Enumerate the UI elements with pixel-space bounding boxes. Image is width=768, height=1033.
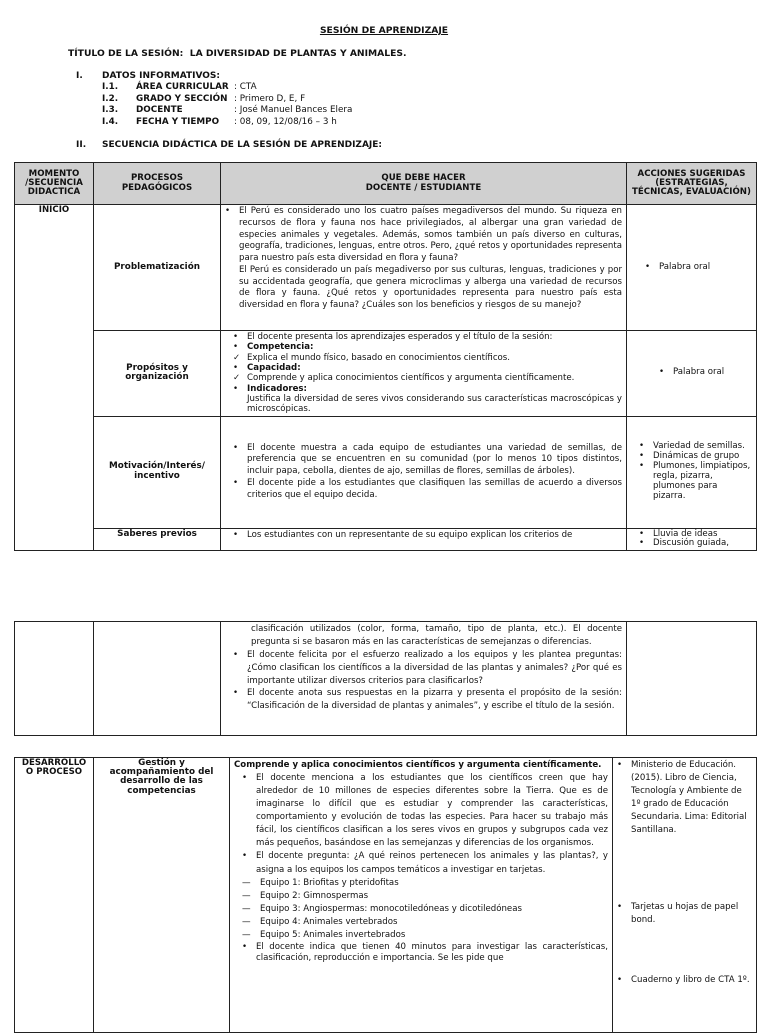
dash-icon: — [242,903,251,914]
bullet-text: Los estudiantes con un representante de su equipo explican los criterios de [247,529,573,540]
action-text: Plumones, limpiatipos, regla, pizarra, plumones para pizarra. [653,461,751,501]
equipo-item [234,929,608,942]
indicadores-text: Justifica la diversidad de seres vivos considerando sus características macroscópicas y microscópicas. [247,393,622,415]
todo-propositos [221,331,627,417]
bullet-icon: • [242,941,248,952]
bullet-item [225,530,622,542]
equipo-text: Equipo 1: Briofitas y pteridofitas [260,877,399,888]
info-code: I.1. [102,82,119,92]
action-item [631,539,752,548]
action-saberes [627,528,757,550]
row-propositos [15,331,757,417]
bullet-text: El Perú es considerado uno los cuatro países megadiversos del mundo. Su riqueza en recursos de flora y fauna nos hace privilegiados, al albergar una gran variedad de especies animales y vegetales. Además, somos también un país diverso en culturas, geografía, tradiciones, lenguas, entre otros. Pero, ¿qué retos y oportunidades representa para nuestro país esta diversidad en flora y fauna? [239,206,622,264]
section-number: I. [76,71,83,81]
bullet-icon: • [659,367,665,378]
info-label: FECHA Y TIEMPO [136,116,220,127]
bullet-icon: • [639,441,645,452]
equipo-item [234,890,608,903]
equipo-text: Equipo 5: Animales invertebrados [260,929,406,940]
action-text: Discusión guiada, [653,537,729,548]
info-value: : 08, 09, 12/08/16 – 3 h [234,116,337,127]
bullet-icon: • [233,362,239,373]
bullet-item [225,649,622,688]
equipo-item [234,916,608,929]
bullet-text: El docente felicita por el esfuerzo realizado a los equipos y les plantea preguntas: ¿Cómo clasifican los científicos a la diversidad de las plantas y animales? ¿Por qué es importante utilizar diversos criterios para clasificarlos? [247,649,622,686]
action-problematizacion [627,205,757,331]
document-title: SESIÓN DE APRENDIZAJE [319,25,449,36]
process-saberes: Saberes previos [94,528,221,550]
action-item [617,974,752,987]
action-empty [627,622,757,736]
check-icon: ✓ [233,352,241,363]
sequence-table-desarrollo [14,757,757,1033]
dash-icon: — [242,929,251,940]
info-value: : José Manuel Bances Elera [234,105,353,115]
moment-empty [15,622,94,736]
info-code: I.3. [102,105,119,115]
table-header-row [15,163,757,205]
todo-saberes-continued [221,622,627,736]
bullet-icon: • [233,688,239,699]
bullet-icon: • [233,529,239,540]
bullet-item [225,687,622,713]
action-text: Ministerio de Educación. (2015). Libro de Ciencia, Tecnología y Ambiente de 1º grado de Educación Secundaria. Lima: Editorial Santillana. [631,760,747,836]
action-desarrollo [613,758,757,1033]
bullet-text: El docente presenta los aprendizajes esperados y el título de la sesión: [247,332,553,342]
bullet-item [225,206,622,265]
bullet-item [234,772,608,850]
check-item [225,373,622,383]
bullet-item [225,394,622,415]
paragraph-text: clasificación utilizados (color, forma, tamaño, tipo de planta, etc.). El docente pregunta si se basaron más en las características de semejanzas o diferencias. [251,624,622,647]
bullet-icon: • [617,760,623,770]
action-text: Palabra oral [673,367,725,378]
bullet-text: El docente pregunta: ¿A qué reinos pertenecen los animales y las plantas?, y asigna a los equipos los campos temáticos a investigar en tarjetas. [256,851,608,875]
action-item [631,367,752,379]
dash-icon: — [242,890,251,901]
header-todo [221,163,627,205]
info-row [102,94,352,106]
action-text: Variedad de semillas. [653,441,745,452]
bullet-item [225,384,622,394]
session-title-label: TÍTULO DE LA SESIÓN: [68,48,184,59]
bullet-item [225,363,622,373]
bullet-text: El docente menciona a los estudiantes que los científicos creen que hay alrededor de 10 millones de especies diferentes sobre la Tierra. Que es de imaginarse lo difícil que es estudiar y comprender las características, comportamiento y evolución de todas las especies. Para hacer su trabajo más fácil, los científicos clasifican a los seres vivos en grupos y subgrupos cada vez más pequeños, basándose en las semejanzas y diferencias de los organismos. [256,773,608,849]
bullet-icon: • [242,773,248,784]
action-item [631,462,752,502]
header-todo-line2: DOCENTE / ESTUDIANTE [365,182,482,193]
datos-informativos [102,82,352,128]
row-desarrollo [15,758,757,1033]
indicadores-label: Indicadores: [247,383,307,394]
info-code: I.2. [102,93,119,104]
section-number: II. [76,140,87,150]
moment-desarrollo: DESARROLLO O PROCESO [15,758,94,1033]
dash-icon: — [242,877,251,888]
row-problematizacion [15,205,757,331]
header-processes: PROCESOS PEDAGÓGICOS [94,163,221,205]
bullet-item [225,443,622,478]
todo-problematizacion [221,205,627,331]
bullet-item [225,478,622,502]
bullet-icon: • [639,461,645,472]
moment-inicio: INICIO [15,205,94,551]
process-propositos: Propósitos y organización [94,331,221,417]
header-todo-line1: QUE DEBE HACER [381,173,466,184]
action-text: Lluvia de ideas [653,528,718,539]
info-value: : CTA [234,82,257,92]
bullet-icon: • [233,649,239,660]
action-text: Cuaderno y libro de CTA 1º. [631,974,750,985]
dash-icon: — [242,916,251,927]
process-gestion: Gestión y acompañamiento del desarrollo de las competencias [94,758,230,1033]
header-actions: ACCIONES SUGERIDAS (ESTRATEGIAS, TÉCNICAS, EVALUACIÓN) [627,163,757,205]
row-saberes [15,528,757,550]
bullet-text: El docente anota sus respuestas en la pizarra y presenta el propósito de la sesión: “Clasificación de la diversidad de plantas y animales”, y escribe el título de la sesión. [247,688,622,712]
info-label: DOCENTE [136,105,183,115]
competencia-text: Explica el mundo físico, basado en conocimientos científicos. [247,352,511,363]
paragraph-text: El Perú es considerado un país megadiverso por sus culturas, lenguas, tradiciones y por su accidentada geografía, que genera microclimas y alberga una variedad de recursos de flora y fauna. ¿Qué retos y oportunidades representa para nuestro país esta diversidad en flora y fauna? ¿Cuáles son los beneficios y riesgos de su manejo? [239,264,622,311]
bullet-item [225,332,622,342]
row-motivacion [15,416,757,528]
equipo-item [234,877,608,890]
bullet-text: El docente muestra a cada equipo de estudiantes una variedad de semillas, de preferencia que se encuentren en su comunidad (por lo menos 10 tipos distintos, incluir papa, cebolla, dientes de ajo, semillas de flores, semillas de árboles). [247,442,622,477]
info-value: : Primero D, E, F [234,93,306,104]
bullet-icon: • [617,974,623,985]
todo-motivacion [221,416,627,528]
action-text: Dinámicas de grupo [653,451,740,462]
action-item [631,262,752,274]
process-problematizacion: Problematización [94,205,221,331]
equipo-text: Equipo 3: Angiospermas: monocotiledóneas y dicotiledóneas [260,903,522,914]
bullet-icon: • [639,528,645,539]
todo-saberes [221,528,627,550]
equipo-item [234,903,608,916]
bullet-icon: • [242,851,248,862]
bullet-icon: • [233,332,239,342]
bullet-text: El docente pide a los estudiantes que clasifiquen las semillas de acuerdo a diversos criterios que el equipo decida. [247,477,622,500]
bullet-icon: • [233,442,239,453]
check-icon: ✓ [233,373,241,384]
action-item [617,759,752,837]
bullet-icon: • [233,383,239,394]
section-heading-secuencia [76,139,382,151]
sequence-table-continuation [14,621,757,736]
action-propositos [627,331,757,417]
info-row [102,82,352,94]
bullet-icon: • [225,206,231,216]
bullet-icon: • [617,902,623,913]
bullet-icon: • [233,477,239,488]
bullet-item [234,942,608,964]
session-title-value: LA DIVERSIDAD DE PLANTAS Y ANIMALES. [189,48,407,59]
equipo-text: Equipo 2: Gimnospermas [260,890,369,901]
bullet-text: El docente indica que tienen 40 minutos para investigar las características, clasificación, reproducción e importancia. Se les pide que [256,941,608,964]
bullet-icon: • [233,342,239,353]
process-motivacion: Motivación/Interés/ incentivo [94,416,221,528]
info-label: ÁREA CURRICULAR [136,82,229,92]
section-title: SECUENCIA DIDÁCTICA DE LA SESIÓN DE APRENDIZAJE: [102,140,383,150]
process-empty [94,622,221,736]
header-moment: MOMENTO /SECUENCIA DIDACTICA [15,163,94,205]
info-code: I.4. [102,116,119,127]
competencia-label: Competencia: [247,342,314,353]
action-motivacion [627,416,757,528]
section-heading-datos [76,70,220,82]
info-row [102,105,352,117]
bullet-icon: • [645,261,651,272]
action-item [617,901,752,927]
sequence-table-page1 [14,162,757,551]
bullet-icon: • [639,537,645,548]
row-saberes-continued [15,622,757,736]
session-title-line [68,48,407,61]
check-item [225,353,622,363]
equipo-text: Equipo 4: Animales vertebrados [260,916,398,927]
bullet-item [225,342,622,352]
capacidad-text: Comprende y aplica conocimientos científicos y argumenta científicamente. [247,373,575,384]
competence-heading: Comprende y aplica conocimientos científicos y argumenta científicamente. [234,760,602,770]
info-row [102,117,352,129]
capacidad-label: Capacidad: [247,362,301,373]
action-text: Tarjetas u hojas de papel bond. [631,902,739,926]
bullet-icon: • [639,451,645,462]
todo-desarrollo [230,758,613,1033]
bullet-item [234,850,608,876]
action-text: Palabra oral [659,261,711,272]
section-title: DATOS INFORMATIVOS: [102,71,221,81]
info-label: GRADO Y SECCIÓN [136,93,228,104]
